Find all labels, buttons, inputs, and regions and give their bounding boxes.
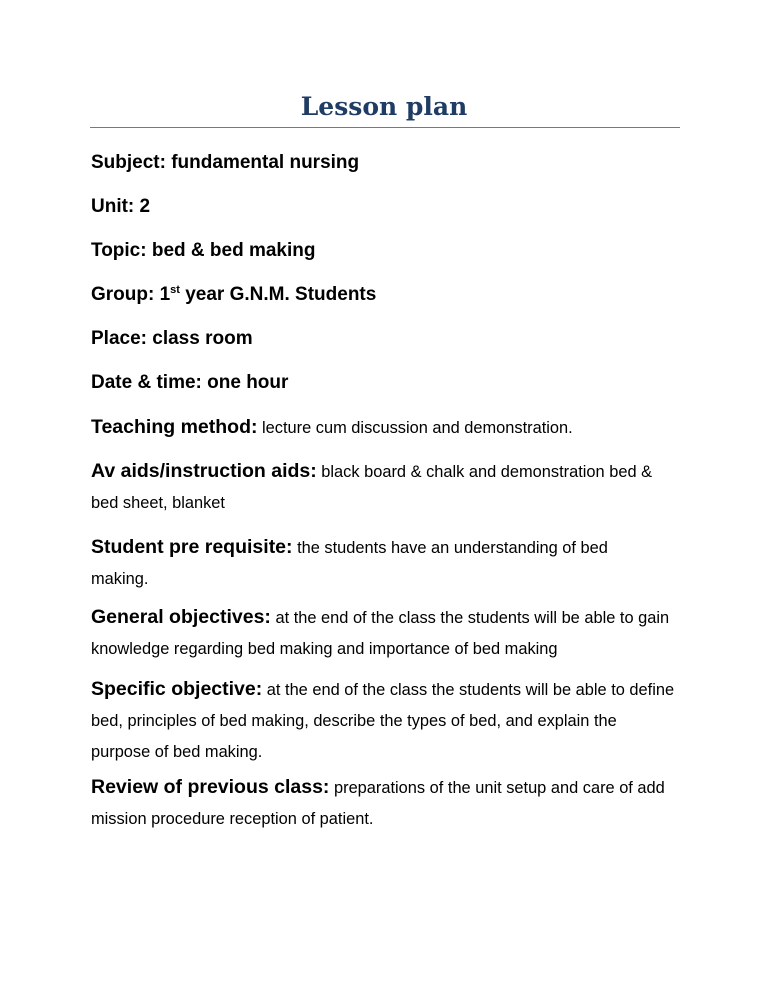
teaching-method-label: Teaching method: [91, 416, 258, 438]
specific-objective-label: Specific objective: [91, 678, 263, 700]
group-suffix: year G.N.M. Students [179, 284, 377, 305]
av-aids-text: black board & chalk and demonstration bed & bed sheet, blanket [91, 463, 653, 512]
av-aids [91, 456, 657, 519]
group-superscript: st [170, 284, 180, 296]
page-title: Lesson plan [300, 92, 468, 121]
pre-requisite-text: the students have an understanding of bed making. [91, 539, 608, 588]
place-line: Place: class room [91, 328, 253, 349]
student-pre-requisite [91, 532, 666, 595]
group-line [91, 284, 376, 306]
subject-line: Subject: fundamental nursing [91, 152, 360, 173]
general-objectives-label: General objectives: [91, 606, 271, 628]
topic-line: Topic: bed & bed making [91, 240, 316, 261]
specific-objective [91, 674, 677, 768]
specific-objective-text: at the end of the class the students will be able to define bed, principles of bed making, describe the types of bed, and explain the purpose of bed making. [91, 681, 675, 761]
review-text: preparations of the unit setup and care of add mission procedure reception of patient. [91, 779, 665, 828]
teaching-method [91, 412, 691, 444]
group-prefix: Group: 1 [91, 284, 171, 305]
unit-line: Unit: 2 [91, 196, 151, 217]
review-label: Review of previous class: [91, 776, 330, 798]
teaching-method-text: lecture cum discussion and demonstration. [257, 419, 573, 437]
date-time-line: Date & time: one hour [91, 372, 289, 393]
pre-requisite-label: Student pre requisite: [91, 536, 293, 558]
review-of-previous-class [91, 772, 679, 835]
general-objectives [91, 602, 687, 665]
av-aids-label: Av aids/instruction aids: [91, 460, 317, 482]
title-underline [90, 127, 680, 128]
general-objectives-text: at the end of the class the students will be able to gain knowledge regarding bed making and importance of bed making [91, 609, 670, 658]
